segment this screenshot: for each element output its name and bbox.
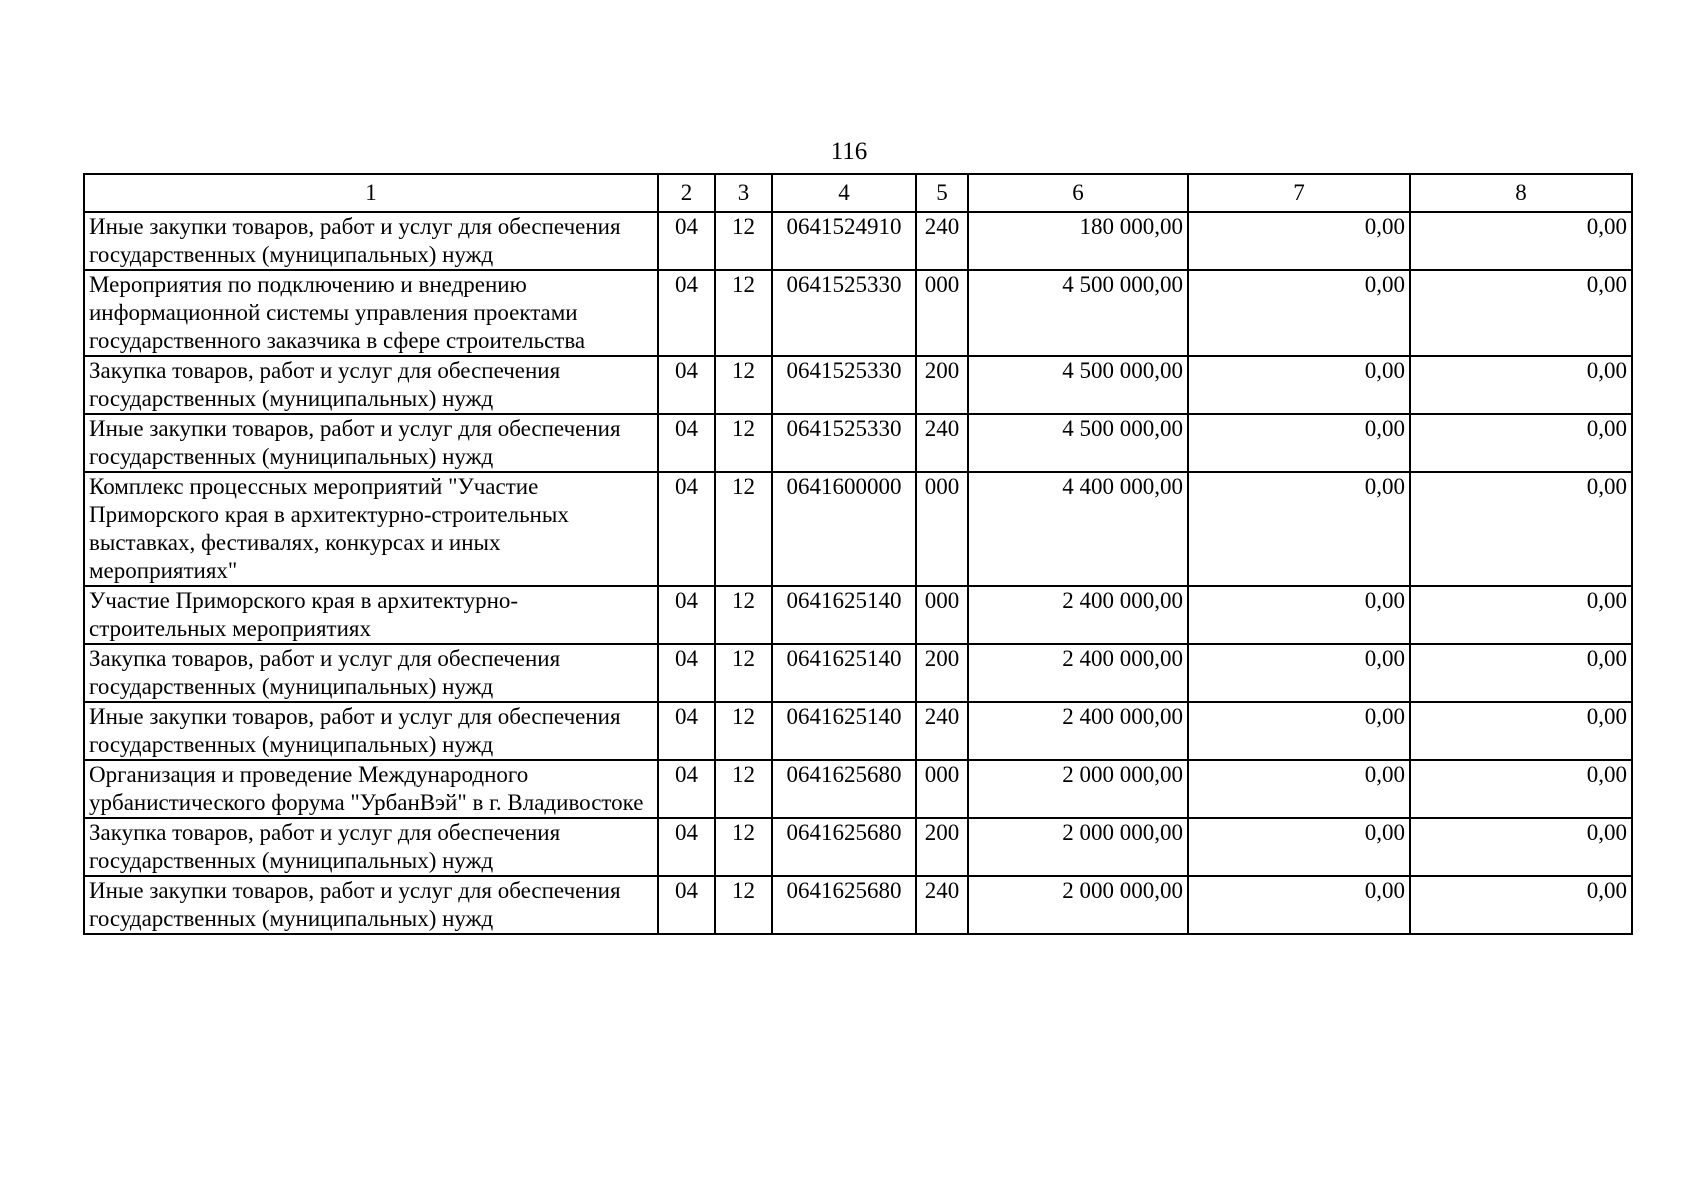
amount-col7-cell: 0,00 [1188, 818, 1410, 876]
expense-type-cell: 000 [916, 472, 968, 586]
target-article-cell: 0641625680 [772, 760, 916, 818]
amount-col6-cell: 2 400 000,00 [968, 702, 1188, 760]
section-cell: 04 [658, 270, 715, 356]
expense-type-cell: 240 [916, 876, 968, 934]
row-name-cell: Иные закупки товаров, работ и услуг для обеспечения государственных (муниципальных) нужд [84, 702, 658, 760]
amount-col7-cell: 0,00 [1188, 472, 1410, 586]
row-name-cell: Иные закупки товаров, работ и услуг для обеспечения государственных (муниципальных) нужд [84, 876, 658, 934]
section-cell: 04 [658, 644, 715, 702]
table-row [84, 644, 1632, 702]
page-number: 116 [830, 138, 868, 165]
expense-type-cell: 000 [916, 760, 968, 818]
subsection-cell: 12 [715, 414, 772, 472]
table-row [84, 876, 1632, 934]
amount-col7-cell: 0,00 [1188, 760, 1410, 818]
table-row [84, 818, 1632, 876]
amount-col6-cell: 2 000 000,00 [968, 818, 1188, 876]
amount-col6-cell: 180 000,00 [968, 212, 1188, 270]
column-header: 6 [968, 174, 1188, 212]
table-row [84, 212, 1632, 270]
column-header: 5 [916, 174, 968, 212]
amount-col8-cell: 0,00 [1410, 760, 1632, 818]
target-article-cell: 0641525330 [772, 270, 916, 356]
row-name-cell: Комплекс процессных мероприятий "Участие Приморского края в архитектурно-строительных выставках, фестивалях, конкурсах и иных мероприятиях" [84, 472, 658, 586]
amount-col6-cell: 4 500 000,00 [968, 270, 1188, 356]
subsection-cell: 12 [715, 356, 772, 414]
column-header: 7 [1188, 174, 1410, 212]
row-name-cell: Закупка товаров, работ и услуг для обеспечения государственных (муниципальных) нужд [84, 356, 658, 414]
subsection-cell: 12 [715, 702, 772, 760]
section-cell: 04 [658, 212, 715, 270]
row-name-cell: Организация и проведение Международного урбанистического форума "УрбанВэй" в г. Владивостоке [84, 760, 658, 818]
amount-col8-cell: 0,00 [1410, 212, 1632, 270]
target-article-cell: 0641625680 [772, 818, 916, 876]
target-article-cell: 0641625140 [772, 702, 916, 760]
amount-col8-cell: 0,00 [1410, 702, 1632, 760]
expense-type-cell: 200 [916, 356, 968, 414]
target-article-cell: 0641625680 [772, 876, 916, 934]
row-name-cell: Мероприятия по подключению и внедрению информационной системы управления проектами государственного заказчика в сфере строительства [84, 270, 658, 356]
amount-col8-cell: 0,00 [1410, 586, 1632, 644]
section-cell: 04 [658, 472, 715, 586]
expense-type-cell: 000 [916, 270, 968, 356]
column-header: 1 [84, 174, 658, 212]
row-name-cell: Иные закупки товаров, работ и услуг для обеспечения государственных (муниципальных) нужд [84, 212, 658, 270]
subsection-cell: 12 [715, 760, 772, 818]
section-cell: 04 [658, 760, 715, 818]
amount-col8-cell: 0,00 [1410, 414, 1632, 472]
table-row [84, 702, 1632, 760]
amount-col8-cell: 0,00 [1410, 876, 1632, 934]
row-name-cell: Закупка товаров, работ и услуг для обеспечения государственных (муниципальных) нужд [84, 644, 658, 702]
expense-type-cell: 200 [916, 818, 968, 876]
amount-col7-cell: 0,00 [1188, 212, 1410, 270]
amount-col8-cell: 0,00 [1410, 356, 1632, 414]
table-row [84, 356, 1632, 414]
amount-col8-cell: 0,00 [1410, 472, 1632, 586]
amount-col6-cell: 2 000 000,00 [968, 876, 1188, 934]
column-header: 8 [1410, 174, 1632, 212]
subsection-cell: 12 [715, 876, 772, 934]
table-row [84, 760, 1632, 818]
amount-col6-cell: 2 400 000,00 [968, 644, 1188, 702]
amount-col6-cell: 4 400 000,00 [968, 472, 1188, 586]
column-header: 2 [658, 174, 715, 212]
row-name-cell: Участие Приморского края в архитектурно-строительных мероприятиях [84, 586, 658, 644]
amount-col7-cell: 0,00 [1188, 702, 1410, 760]
amount-col7-cell: 0,00 [1188, 414, 1410, 472]
subsection-cell: 12 [715, 644, 772, 702]
amount-col7-cell: 0,00 [1188, 644, 1410, 702]
section-cell: 04 [658, 876, 715, 934]
table-row [84, 586, 1632, 644]
target-article-cell: 0641525330 [772, 356, 916, 414]
target-article-cell: 0641625140 [772, 644, 916, 702]
target-article-cell: 0641600000 [772, 472, 916, 586]
amount-col6-cell: 2 400 000,00 [968, 586, 1188, 644]
expense-type-cell: 200 [916, 644, 968, 702]
target-article-cell: 0641625140 [772, 586, 916, 644]
subsection-cell: 12 [715, 212, 772, 270]
amount-col7-cell: 0,00 [1188, 270, 1410, 356]
subsection-cell: 12 [715, 818, 772, 876]
table-row [84, 414, 1632, 472]
amount-col7-cell: 0,00 [1188, 356, 1410, 414]
amount-col7-cell: 0,00 [1188, 586, 1410, 644]
row-name-cell: Иные закупки товаров, работ и услуг для обеспечения государственных (муниципальных) нужд [84, 414, 658, 472]
row-name-cell: Закупка товаров, работ и услуг для обеспечения государственных (муниципальных) нужд [84, 818, 658, 876]
section-cell: 04 [658, 586, 715, 644]
budget-table [83, 173, 1633, 935]
subsection-cell: 12 [715, 270, 772, 356]
subsection-cell: 12 [715, 586, 772, 644]
amount-col6-cell: 2 000 000,00 [968, 760, 1188, 818]
target-article-cell: 0641524910 [772, 212, 916, 270]
expense-type-cell: 240 [916, 414, 968, 472]
amount-col6-cell: 4 500 000,00 [968, 356, 1188, 414]
header-row [84, 174, 1632, 212]
table-row [84, 270, 1632, 356]
amount-col7-cell: 0,00 [1188, 876, 1410, 934]
section-cell: 04 [658, 414, 715, 472]
column-header: 3 [715, 174, 772, 212]
target-article-cell: 0641525330 [772, 414, 916, 472]
column-header: 4 [772, 174, 916, 212]
table-body [84, 212, 1632, 934]
table-row [84, 472, 1632, 586]
section-cell: 04 [658, 356, 715, 414]
amount-col8-cell: 0,00 [1410, 644, 1632, 702]
amount-col8-cell: 0,00 [1410, 818, 1632, 876]
subsection-cell: 12 [715, 472, 772, 586]
expense-type-cell: 000 [916, 586, 968, 644]
amount-col8-cell: 0,00 [1410, 270, 1632, 356]
amount-col6-cell: 4 500 000,00 [968, 414, 1188, 472]
section-cell: 04 [658, 818, 715, 876]
expense-type-cell: 240 [916, 702, 968, 760]
section-cell: 04 [658, 702, 715, 760]
expense-type-cell: 240 [916, 212, 968, 270]
